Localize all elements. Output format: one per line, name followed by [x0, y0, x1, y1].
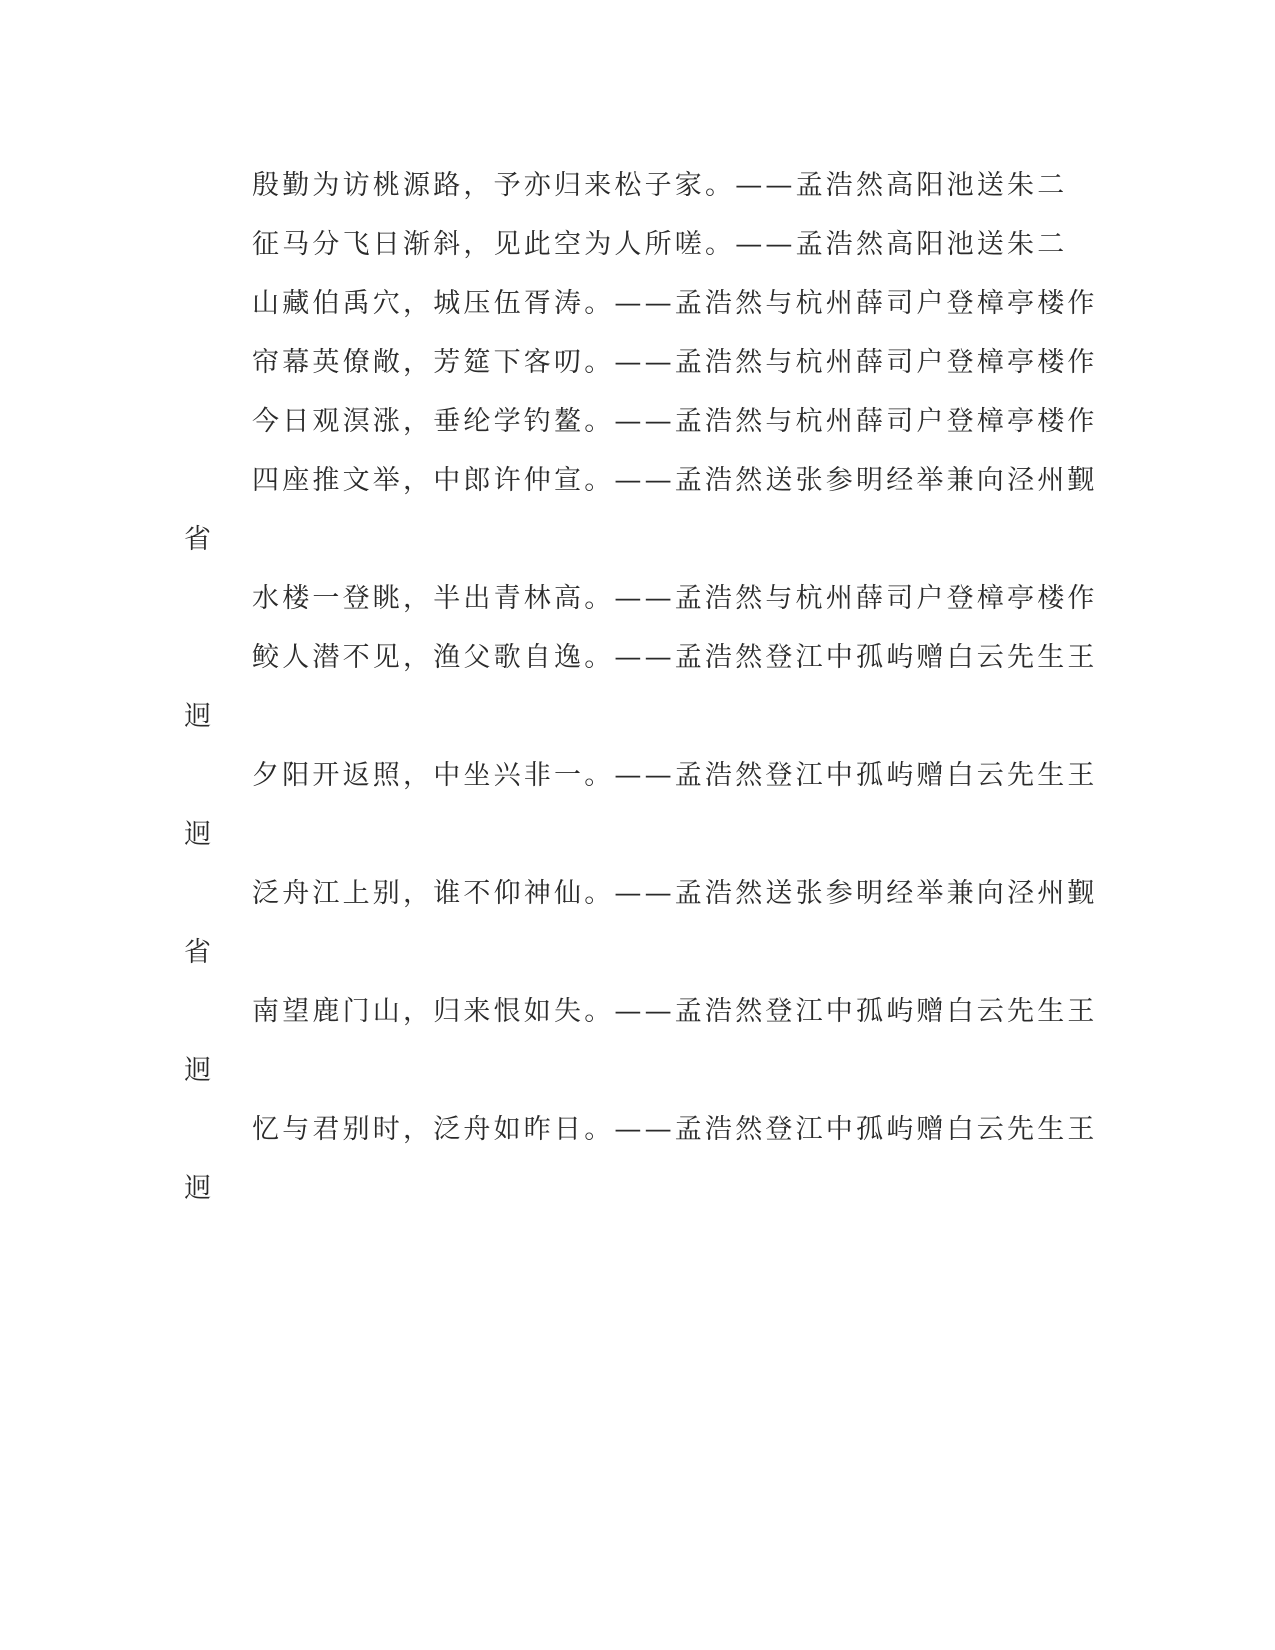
entry-continuation: 迥 — [184, 1055, 215, 1086]
poem-entry — [184, 864, 1098, 982]
poem-entry — [184, 156, 1084, 215]
entry-line: 帘幕英僚敞，芳筵下客叨。——孟浩然与杭州薛司户登樟亭楼作 — [252, 347, 1098, 378]
entry-line: 水楼一登眺，半出青林高。——孟浩然与杭州薛司户登樟亭楼作 — [252, 583, 1098, 614]
document-body — [184, 156, 1098, 1218]
entry-continuation: 迥 — [184, 701, 215, 732]
entry-continuation: 迥 — [184, 819, 215, 850]
entry-continuation: 迥 — [184, 1173, 215, 1204]
poem-entry — [184, 451, 1098, 569]
entry-continuation: 省 — [184, 524, 215, 555]
poem-entry — [184, 333, 1098, 392]
poem-entry — [184, 215, 1084, 274]
poem-entry — [184, 746, 1098, 864]
poem-entry — [184, 274, 1098, 333]
entry-line: 四座推文举，中郎许仲宣。——孟浩然送张参明经举兼向泾州觐 — [252, 465, 1098, 496]
entry-line: 南望鹿门山，归来恨如失。——孟浩然登江中孤屿赠白云先生王 — [252, 996, 1098, 1027]
entry-line: 忆与君别时，泛舟如昨日。——孟浩然登江中孤屿赠白云先生王 — [252, 1114, 1098, 1145]
entry-line: 山藏伯禹穴，城压伍胥涛。——孟浩然与杭州薛司户登樟亭楼作 — [252, 288, 1098, 319]
poem-entry — [184, 628, 1098, 746]
entry-line: 夕阳开返照，中坐兴非一。——孟浩然登江中孤屿赠白云先生王 — [252, 760, 1098, 791]
entry-continuation: 省 — [184, 937, 215, 968]
entry-line: 泛舟江上别，谁不仰神仙。——孟浩然送张参明经举兼向泾州觐 — [252, 878, 1098, 909]
entry-line: 征马分飞日渐斜，见此空为人所嗟。——孟浩然高阳池送朱二 — [252, 229, 1068, 260]
poem-entry — [184, 392, 1098, 451]
poem-entry — [184, 569, 1098, 628]
entry-line: 鲛人潜不见，渔父歌自逸。——孟浩然登江中孤屿赠白云先生王 — [252, 642, 1098, 673]
entry-line: 今日观溟涨，垂纶学钓鳌。——孟浩然与杭州薛司户登樟亭楼作 — [252, 406, 1098, 437]
poem-entry — [184, 982, 1098, 1100]
poem-entry — [184, 1100, 1098, 1218]
entry-line: 殷勤为访桃源路，予亦归来松子家。——孟浩然高阳池送朱二 — [252, 170, 1068, 201]
